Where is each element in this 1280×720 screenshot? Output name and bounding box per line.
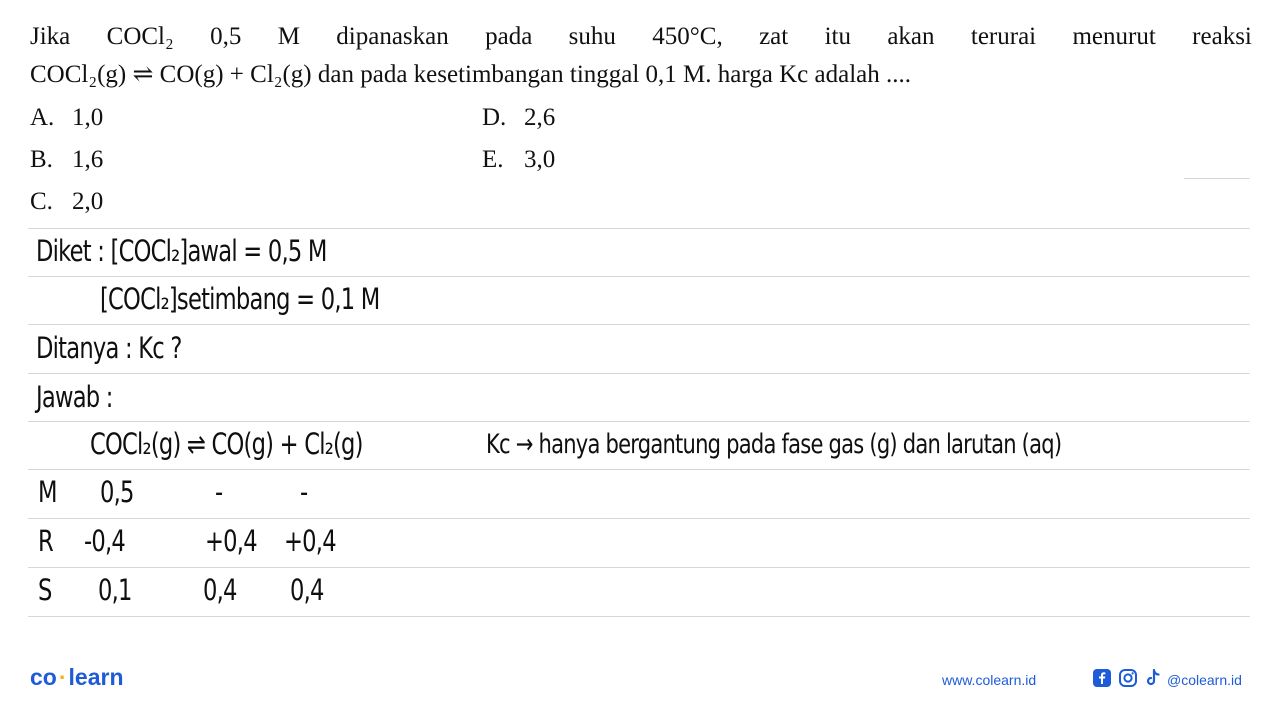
option-e[interactable] (482, 146, 555, 174)
word: M (277, 23, 300, 50)
word: 0,5 (210, 23, 242, 50)
word: akan (887, 23, 935, 50)
row-label-s: S (38, 573, 52, 607)
known-equilibrium: [COCl₂]setimbang = 0,1 M (100, 282, 380, 316)
option-value: 2,6 (524, 104, 556, 131)
word: 450°C, (652, 23, 723, 50)
option-letter: D. (482, 104, 507, 131)
option-letter: B. (30, 146, 53, 173)
cell: - (300, 475, 308, 509)
cell: - (215, 475, 223, 509)
ruled-line (28, 421, 1250, 422)
logo-text: learn (68, 664, 124, 690)
option-value: 1,0 (72, 104, 104, 131)
word: pada (485, 23, 533, 50)
ruled-line (28, 616, 1250, 617)
answer-label: Jawab : (36, 380, 113, 414)
kc-note: Kc → hanya bergantung pada fase gas (g) dan larutan (aq) (486, 429, 1062, 460)
ruled-line (28, 518, 1250, 519)
cell: +0,4 (205, 524, 257, 558)
question-line-2: COCl₂(g) ⇌ CO(g) + Cl₂(g) dan pada kesetimbangan tinggal 0,1 M. harga Kc adalah .... (30, 61, 911, 88)
cell: 0,1 (98, 573, 132, 607)
logo-text: co (30, 664, 57, 690)
cell: -0,4 (84, 524, 126, 558)
word: terurai (970, 23, 1037, 50)
option-letter: C. (30, 188, 53, 215)
social-handle[interactable]: @colearn.id (1167, 672, 1242, 688)
ruled-line (28, 276, 1250, 277)
tiktok-icon[interactable] (1143, 668, 1163, 688)
ruled-line (28, 373, 1250, 374)
word: itu (824, 23, 851, 50)
word: dipanaskan (336, 23, 449, 50)
reaction-equation: COCl₂(g) ⇌ CO(g) + Cl₂(g) (90, 427, 363, 461)
colearn-logo (30, 664, 124, 691)
option-c[interactable] (30, 188, 103, 216)
option-d[interactable] (482, 104, 555, 132)
option-b[interactable] (30, 146, 103, 174)
instagram-icon[interactable] (1118, 668, 1138, 688)
word: suhu (568, 23, 616, 50)
row-label-r: R (38, 524, 53, 558)
question-line-1 (30, 18, 1252, 56)
facebook-icon[interactable] (1092, 668, 1112, 688)
word: Jika (30, 23, 71, 50)
ruled-line (28, 228, 1250, 229)
cell: 0,5 (100, 475, 134, 509)
word: menurut (1072, 23, 1156, 50)
option-value: 1,6 (72, 146, 104, 173)
option-letter: E. (482, 146, 504, 173)
option-a[interactable] (30, 104, 103, 132)
option-letter: A. (30, 104, 55, 131)
word: COCl₂ (106, 23, 174, 50)
option-value: 3,0 (524, 146, 556, 173)
word: reaksi (1192, 23, 1252, 50)
known-initial: Diket : [COCl₂]awal = 0,5 M (36, 234, 327, 268)
cell: 0,4 (290, 573, 324, 607)
row-label-m: M (38, 475, 57, 509)
option-value: 2,0 (72, 188, 104, 215)
ruled-line (28, 324, 1250, 325)
cell: +0,4 (284, 524, 336, 558)
website-link[interactable]: www.colearn.id (942, 672, 1037, 688)
logo-dot: · (58, 664, 67, 690)
divider (1184, 178, 1250, 179)
question-text (30, 18, 1252, 94)
ruled-line (28, 469, 1250, 470)
word: zat (759, 23, 789, 50)
asked: Ditanya : Kc ? (36, 331, 182, 365)
cell: 0,4 (203, 573, 237, 607)
ruled-line (28, 567, 1250, 568)
